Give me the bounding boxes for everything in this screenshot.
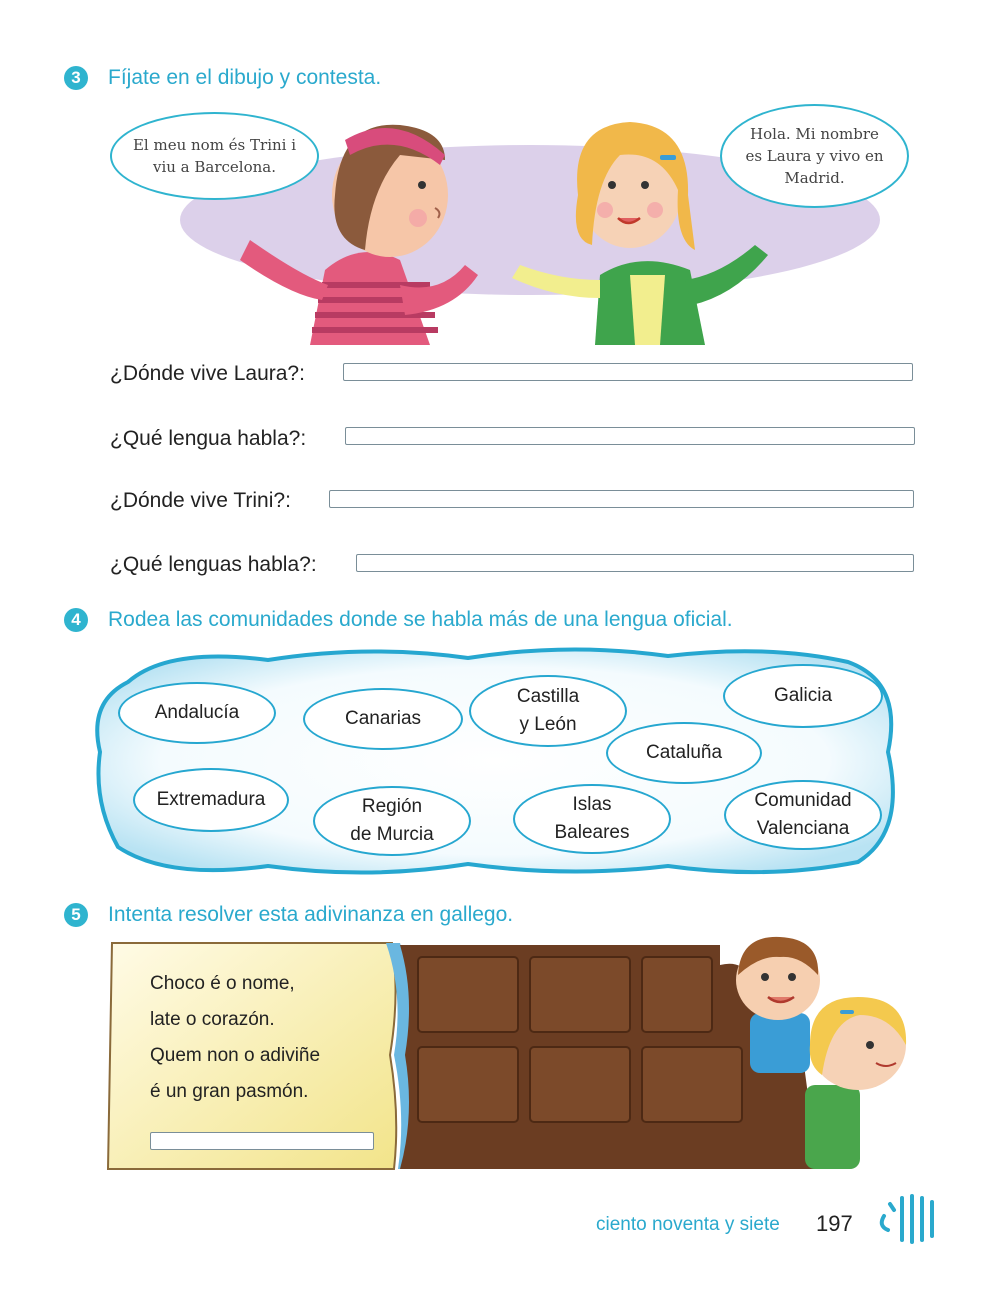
riddle-text [150,966,320,1110]
section-3-number: 3 [64,66,88,90]
answer-laura-city[interactable] [343,363,913,381]
community-islas-baleares[interactable]: Islas Baleares [513,784,671,854]
section-5-number: 5 [64,903,88,927]
riddle-line: Quem non o adiviñe [150,1045,321,1066]
community-extremadura[interactable]: Extremadura [133,768,289,832]
page-number-words: ciento noventa y siete [596,1214,780,1235]
answer-trini-city[interactable] [329,490,914,508]
question-laura-language: ¿Qué lengua habla?: [110,427,307,450]
question-laura-city: ¿Dónde vive Laura?: [110,362,305,385]
section-3-heading: Fíjate en el dibujo y contesta. [108,66,382,89]
section-4-heading: Rodea las comunidades donde se habla más de una lengua oficial. [108,608,733,631]
riddle-line: late o corazón. [150,1009,275,1030]
riddle-line: é un gran pasmón. [150,1081,309,1102]
community-castilla-y-leon[interactable]: Castilla y León [469,675,627,747]
trini-speech-bubble: El meu nom és Trini i viu a Barcelona. [110,112,319,200]
community-galicia[interactable]: Galicia [723,664,883,728]
laura-speech-bubble: Hola. Mi nombre es Laura y vivo en Madrid. [720,104,909,208]
community-comunidad-valenciana[interactable]: Comunidad Valenciana [724,780,882,850]
page-number: 197 [816,1211,853,1236]
community-cataluna[interactable]: Cataluña [606,722,762,784]
answer-laura-language[interactable] [345,427,915,445]
question-trini-city: ¿Dónde vive Trini?: [110,489,291,512]
riddle-answer-input[interactable] [150,1132,374,1150]
girl-figure [805,997,906,1169]
riddle-line: Choco é o nome, [150,973,295,994]
section-5-heading: Intenta resolver esta adivinanza en gallego. [108,903,514,926]
section-4-number: 4 [64,608,88,632]
answer-trini-languages[interactable] [356,554,914,572]
mascot-face-icon [872,1190,944,1248]
community-andalucia[interactable]: Andalucía [118,682,276,744]
community-canarias[interactable]: Canarias [303,688,463,750]
community-region-de-murcia[interactable]: Región de Murcia [313,786,471,856]
question-trini-languages: ¿Qué lenguas habla?: [110,553,317,576]
